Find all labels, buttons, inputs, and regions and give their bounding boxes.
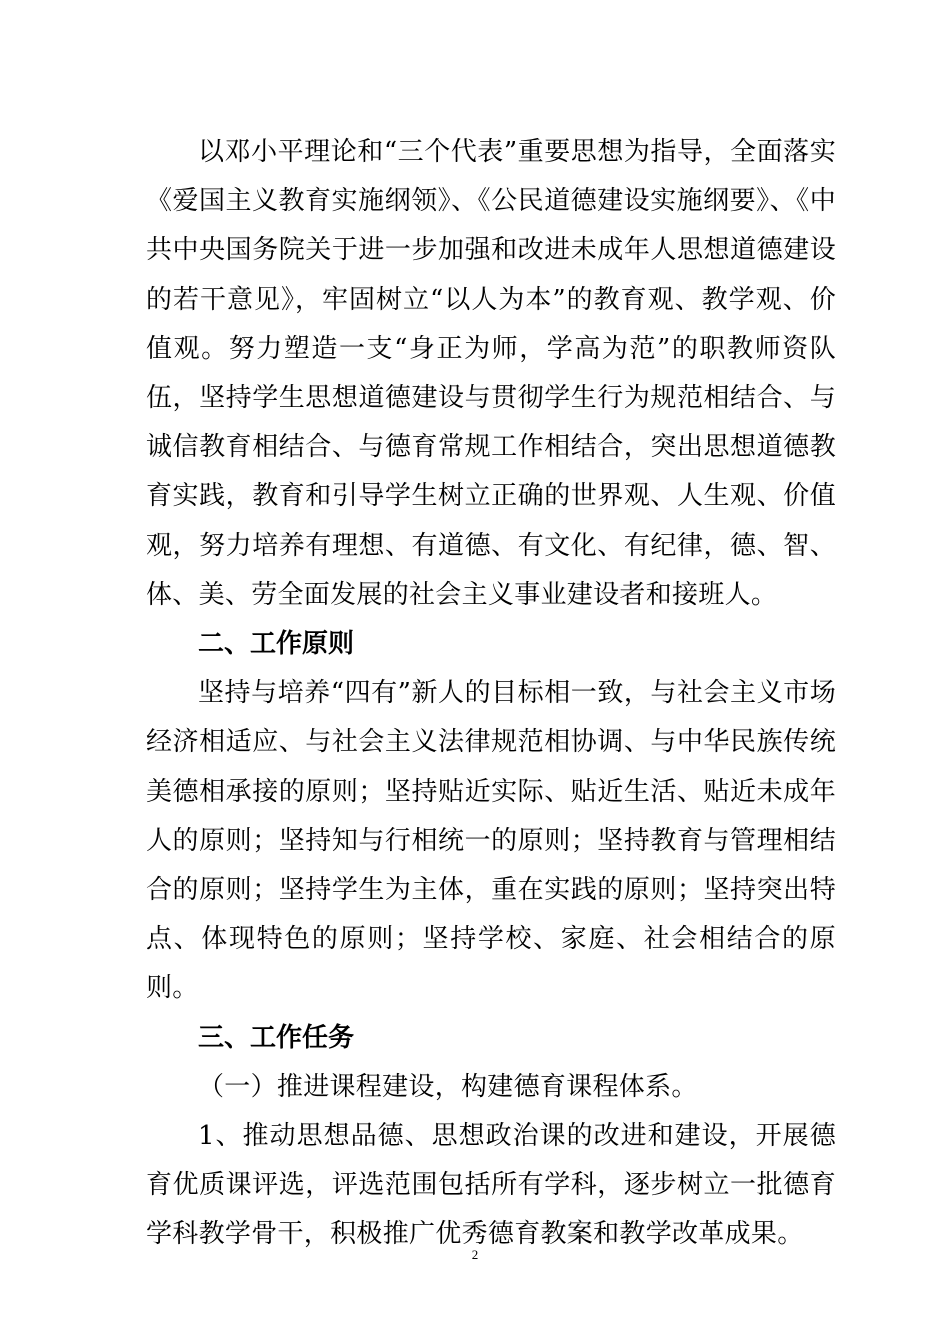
page-number: 2: [471, 1247, 479, 1262]
guiding-ideology-paragraph: 以邓小平理论和“三个代表”重要思想为指导，全面落实《爱国主义教育实施纲领》、《公民道德建设实施纲要》、《中共中央国务院关于进一步加强和改进未成年人思想道德建设的若干意见》，牢固树立“以人为本”的教育观、教学观、价值观。努力塑造一支“身正为师，学高为范”的职教师资队伍，坚持学生思想道德建设与贯彻学生行为规范相结合、与诚信教育相结合、与德育常规工作相结合，突出思想道德教育实践，教育和引导学生树立正确的世界观、人生观、价值观，努力培养有理想、有道德、有文化、有纪律，德、智、体、美、劳全面发展的社会主义事业建设者和接班人。: [146, 137, 836, 610]
section-heading-work-principles: 二、工作原则: [198, 629, 355, 660]
task-item-1-paragraph: 1、推动思想品德、思想政治课的改进和建设，开展德育优质课评选，评选范围包括所有学科，逐步树立一批德育学科教学骨干，积极推广优秀德育教案和教学改革成果。: [146, 1121, 836, 1250]
work-principles-paragraph: 坚持与培养“四有”新人的目标相一致，与社会主义市场经济相适应、与社会主义法律规范相协调、与中华民族传统美德相承接的原则；坚持贴近实际、贴近生活、贴近未成年人的原则；坚持知与行相统一的原则；坚持教育与管理相结合的原则；坚持学生为主体，重在实践的原则；坚持突出特点、体现特色的原则；坚持学校、家庭、社会相结合的原则。: [146, 678, 836, 1004]
document-body: [146, 128, 836, 1260]
section-heading-work-tasks: 三、工作任务: [198, 1022, 355, 1053]
subsection-course-construction: （一）推进课程建设，构建德育课程体系。: [198, 1071, 698, 1102]
